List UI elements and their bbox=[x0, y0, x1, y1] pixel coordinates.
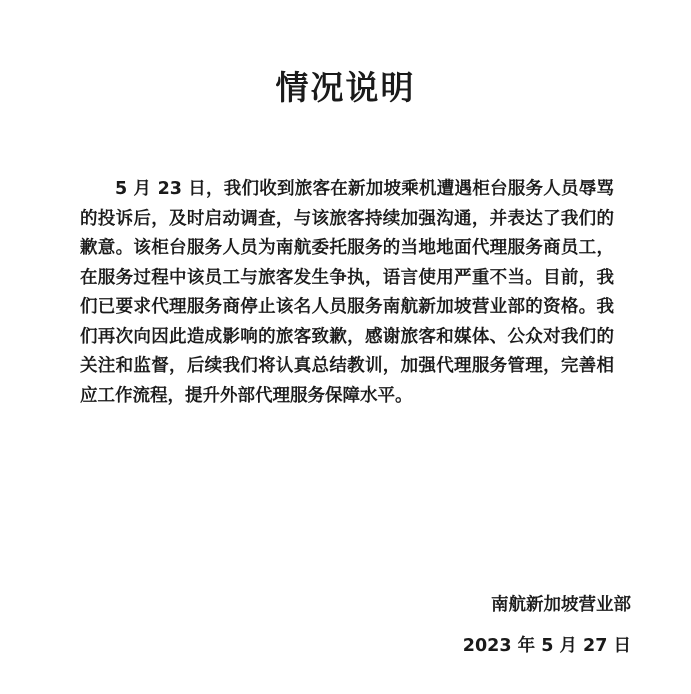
signature-date: 2023 年 5 月 27 日 bbox=[462, 636, 631, 656]
statement-body: 5 月 23 日，我们收到旅客在新加坡乘机遭遇柜台服务人员辱骂的投诉后，及时启动调查，与该旅客持续加强沟通，并表达了我们的歉意。该柜台服务人员为南航委托服务的当地地面代理服务商员工，在服务过程中该员工与旅客发生争执，语言使用严重不当。目前，我们已要求代理服务商停止该名人员服务南航新加坡营业部的资格。我们再次向因此造成影响的旅客致歉，感谢旅客和媒体、公众对我们的关注和监督，后续我们将认真总结教训，加强代理服务管理，完善相应工作流程，提升外部代理服务保障水平。 bbox=[80, 179, 614, 406]
signature-organization: 南航新加坡营业部 bbox=[491, 595, 631, 615]
document-title: 情况说明 bbox=[275, 68, 416, 107]
